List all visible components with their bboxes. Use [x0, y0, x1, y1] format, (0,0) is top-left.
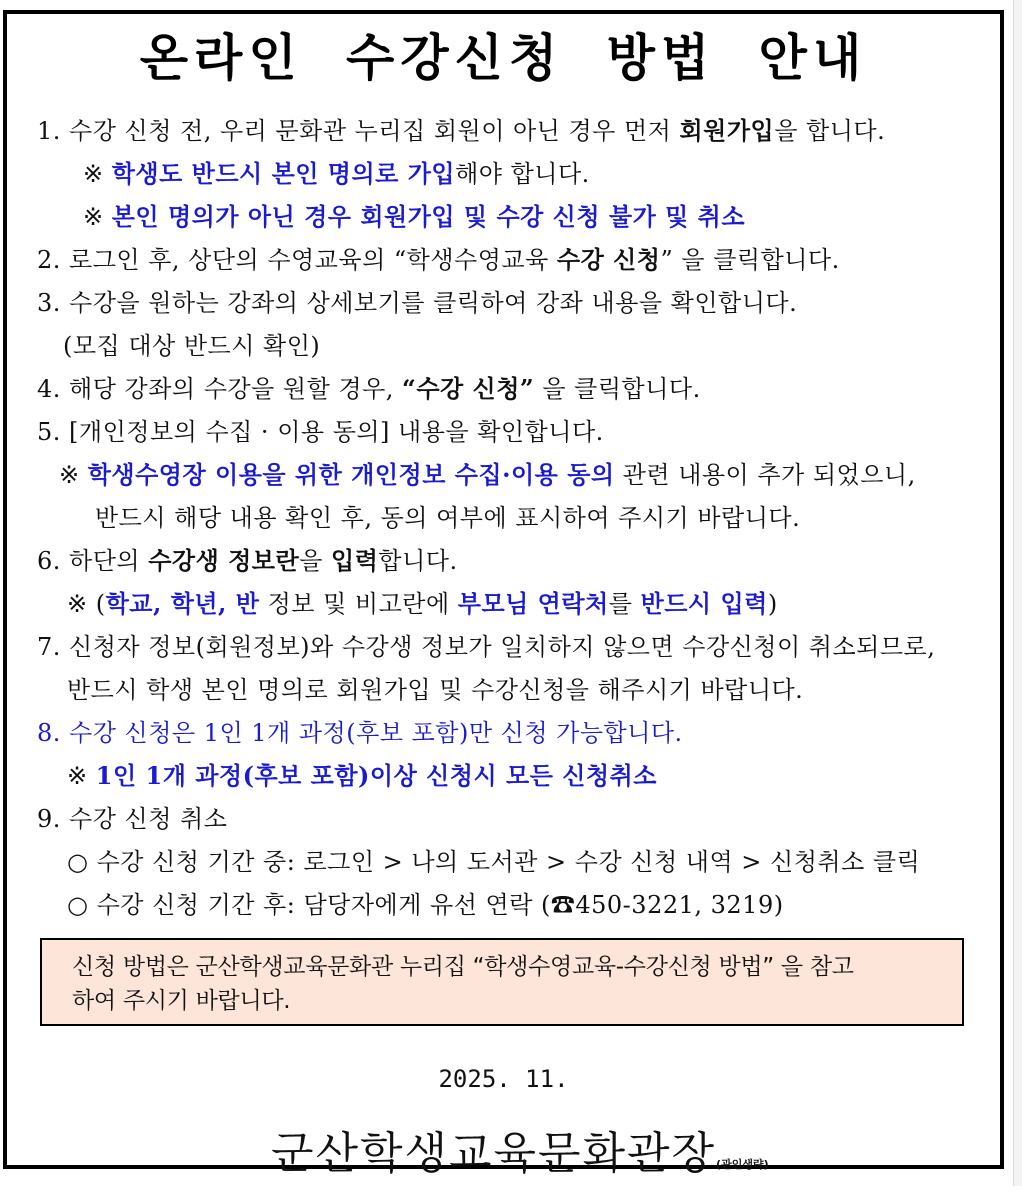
emphasis: 회원가입 — [679, 116, 775, 145]
instruction-2: 2. 로그인 후, 상단의 수영교육의 “학생수영교육 수강 신청” 을 클릭합니다. — [37, 245, 840, 274]
note-6: ※ (학교, 학년, 반 정보 및 비고란에 부모님 연락처를 반드시 입력) — [67, 589, 778, 618]
instruction-5: 5. [개인정보의 수집 · 이용 동의] 내용을 확인합니다. — [37, 418, 604, 446]
note-5a: ※ 학생수영장 이용을 위한 개인정보 수집·이용 동의 관련 내용이 추가 되었으니, — [59, 460, 916, 489]
instruction-7-line1: 7. 신청자 정보(회원정보)와 수강생 정보가 일치하지 않으면 수강신청이 취소되므로, — [37, 633, 936, 661]
note-5b: 반드시 해당 내용 확인 후, 동의 여부에 표시하여 주시기 바랍니다. — [95, 504, 801, 532]
phone-icon: ☎ — [550, 891, 576, 919]
reference-mark-icon: ※ — [83, 160, 112, 188]
note-1a: ※ 학생도 반드시 본인 명의로 가입해야 합니다. — [83, 159, 590, 188]
seal-omitted-note: (관인생략) — [716, 1158, 769, 1171]
instruction-9-sub1: ○ 수강 신청 기간 중: 로그인 > 나의 도서관 > 수강 신청 내역 > 신청취소 클릭 — [67, 848, 921, 876]
top-strip — [0, 0, 1022, 10]
page-title: 온라인 수강신청 방법 안내 — [139, 29, 868, 87]
note-1b: ※ 본인 명의가 아닌 경우 회원가입 및 수강 신청 불가 및 취소 — [83, 202, 746, 231]
scrollbar[interactable] — [1013, 0, 1022, 1186]
instruction-7-line2: 반드시 학생 본인 명의로 회원가입 및 수강신청을 해주시기 바랍니다. — [67, 676, 804, 704]
issue-date: 2025. 11. — [438, 1065, 569, 1093]
instruction-8: 8. 수강 신청은 1인 1개 과정(후보 포함)만 신청 가능합니다. — [37, 719, 683, 747]
note-8: ※ 1인 1개 과정(후보 포함)이상 신청시 모든 신청취소 — [67, 761, 657, 790]
instruction-9: 9. 수강 신청 취소 — [37, 805, 228, 833]
instruction-6: 6. 하단의 수강생 정보란을 입력합니다. — [37, 546, 458, 575]
reference-mark-icon: ※ — [67, 762, 96, 790]
instruction-3: 3. 수강을 원하는 강좌의 상세보기를 클릭하여 강좌 내용을 확인합니다. — [37, 289, 798, 317]
notice-box — [40, 938, 964, 1026]
notice-line-1: 신청 방법은 군산학생교육문화관 누리집 “학생수영교육-수강신청 방법” 을 참고 — [72, 954, 854, 980]
document-frame — [3, 10, 1004, 1179]
instruction-1: 1. 수강 신청 전, 우리 문화관 누리집 회원이 아닌 경우 먼저 회원가입을 합니다. — [37, 116, 886, 145]
reference-mark-icon: ※ — [59, 461, 88, 489]
instruction-3-sub: (모집 대상 반드시 확인) — [63, 332, 321, 360]
notice-line-2: 하여 주시기 바랍니다. — [72, 988, 291, 1014]
reference-mark-icon: ※ — [83, 203, 112, 231]
instruction-9-sub2: ○ 수강 신청 기간 후: 담당자에게 유선 연락 (☎450-3221, 3219) — [67, 891, 784, 919]
instruction-4: 4. 해당 강좌의 수강을 원할 경우, “수강 신청” 을 클릭합니다. — [37, 374, 701, 403]
organization-signature: 군산학생교육문화관장(관인생략) — [271, 1128, 769, 1179]
